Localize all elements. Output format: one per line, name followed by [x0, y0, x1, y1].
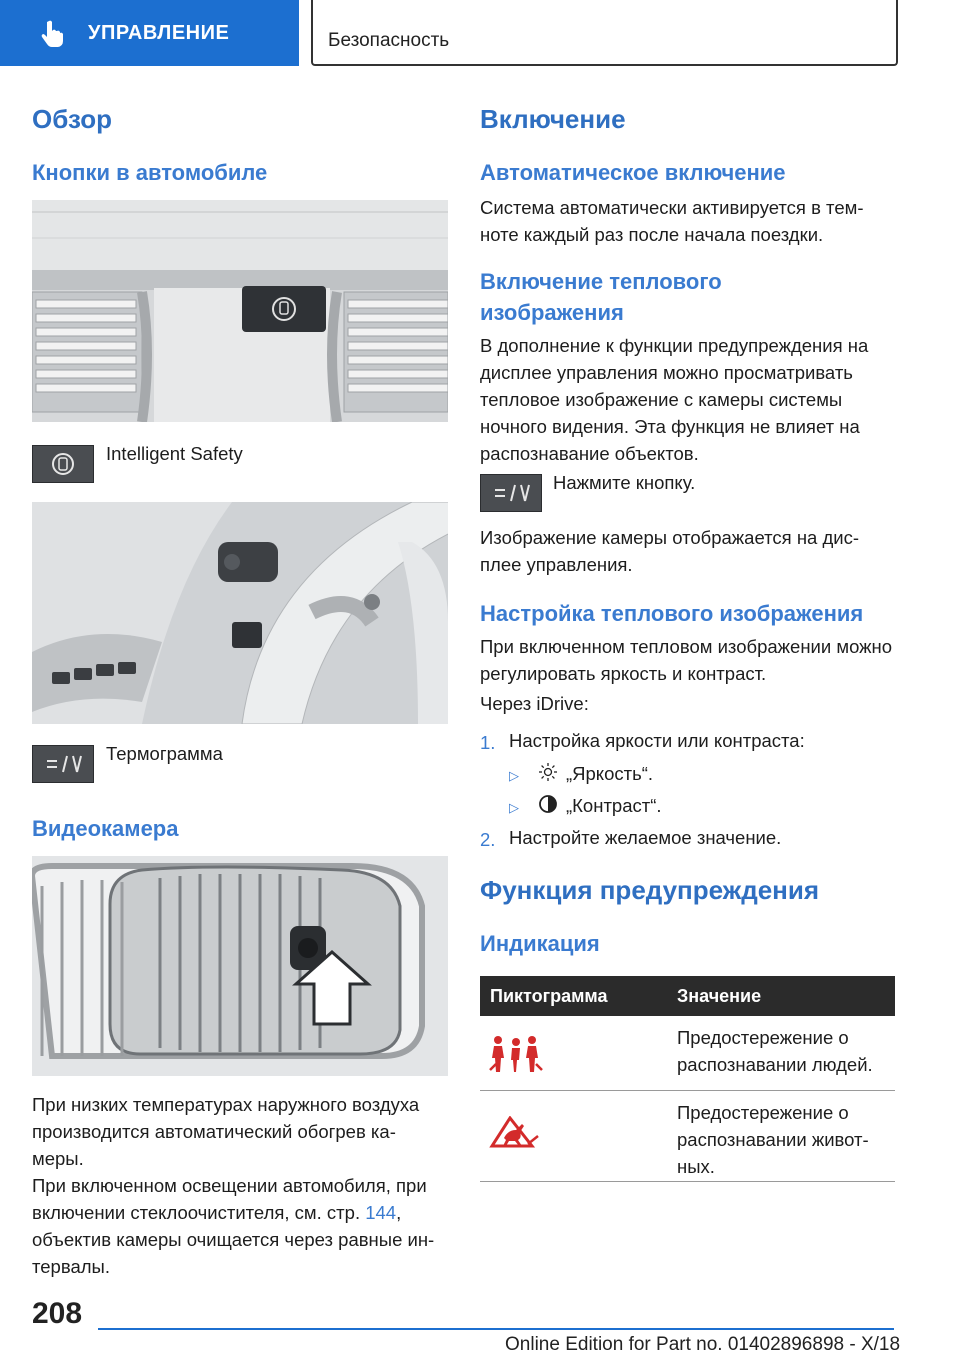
heading-warning: Функция предупреждения — [480, 875, 820, 905]
people-warning-icon — [488, 1034, 544, 1074]
grille-camera-photo — [32, 856, 448, 1076]
heading-camera: Видеокамера — [32, 816, 179, 841]
indication-table-header — [480, 976, 895, 1016]
paragraph-auto: Система автоматически активируется в тем- ноте каждый раз после начала поездки. — [480, 197, 864, 245]
animal-warning-icon — [488, 1116, 540, 1148]
steering-column-photo — [32, 502, 448, 724]
sun-icon — [538, 762, 558, 782]
table-divider — [480, 1090, 895, 1091]
section-tab-label: УПРАВЛЕНИЕ — [88, 21, 230, 44]
heading-buttons: Кнопки в автомобиле — [32, 160, 268, 185]
paragraph-settings: При включенном тепловом изображении можно регулировать яркость и контраст. — [480, 636, 893, 684]
heading-thermal-on: Включение теплового изображения — [480, 269, 722, 325]
heading-settings: Настройка теплового изображения — [480, 601, 864, 626]
hand-pointer-icon — [38, 18, 68, 48]
page-number: 208 — [32, 1297, 83, 1330]
thermal-image-button-icon — [480, 474, 542, 512]
intelligent-safety-button-icon — [32, 445, 94, 483]
paragraph-cleaning — [32, 1172, 448, 1280]
edition-info: Online Edition for Part no. 01402896898 - X/18 — [505, 1334, 901, 1355]
table-cell-meaning: Предостережение о распознавании живот- ных. — [677, 1102, 869, 1177]
option-contrast: „Контраст“. — [566, 795, 662, 816]
contrast-icon — [538, 794, 558, 814]
table-divider — [480, 1181, 895, 1182]
table-cell-meaning: Предостережение о распознавании людей. — [677, 1027, 873, 1075]
option-brightness: „Яркость“. — [566, 763, 654, 784]
paragraph-display: Изображение камеры отображается на дис- плее управления. — [480, 527, 860, 575]
step-number: 2. — [480, 829, 496, 850]
paragraph-thermal: В дополнение к функции предупреждения на дисплее управления можно просматривать тепловое изображение с камеры системы ночного видения. Эта функция не влияет на распознавание объектов. — [480, 335, 869, 464]
bullet: ▷ — [509, 768, 519, 783]
table-header-pictogram: Пиктограмма — [490, 986, 608, 1006]
caption-thermogram: Термограмма — [106, 743, 223, 764]
page-link-144[interactable]: 144 — [365, 1202, 397, 1223]
section-title-box — [311, 0, 898, 66]
heading-indication: Индикация — [480, 931, 600, 956]
step-number: 1. — [480, 732, 496, 753]
heading-overview: Обзор — [32, 104, 112, 134]
heading-switch-on: Включение — [480, 104, 626, 134]
paragraph-heating: При низких температурах наружного воздуха производится автоматический обогрев ка- меры. — [32, 1094, 420, 1169]
via-idrive: Через iDrive: — [480, 693, 589, 714]
heading-auto-on: Автоматическое включение — [480, 160, 786, 185]
paragraph-cleaning-tail: , объектив камеры очищается через равные ин- тервалы. — [32, 1202, 435, 1277]
table-header-meaning: Значение — [677, 986, 762, 1006]
footer-rule — [98, 1328, 894, 1330]
section-title: Безопасность — [328, 30, 450, 51]
step-text: Настройте желаемое значение. — [509, 827, 782, 848]
step-text: Настройка яркости или контраста: — [509, 730, 805, 751]
dashboard-buttons-photo — [32, 200, 448, 422]
caption-intelligent-safety: Intelligent Safety — [106, 443, 243, 464]
press-button-text: Нажмите кнопку. — [553, 472, 696, 493]
section-tab[interactable] — [0, 0, 299, 66]
thermogram-button-icon — [32, 745, 94, 783]
bullet: ▷ — [509, 800, 519, 815]
paragraph-cleaning-text: При включенном освещении автомобиля, при включении стеклоочистителя, см. стр. — [32, 1175, 427, 1223]
